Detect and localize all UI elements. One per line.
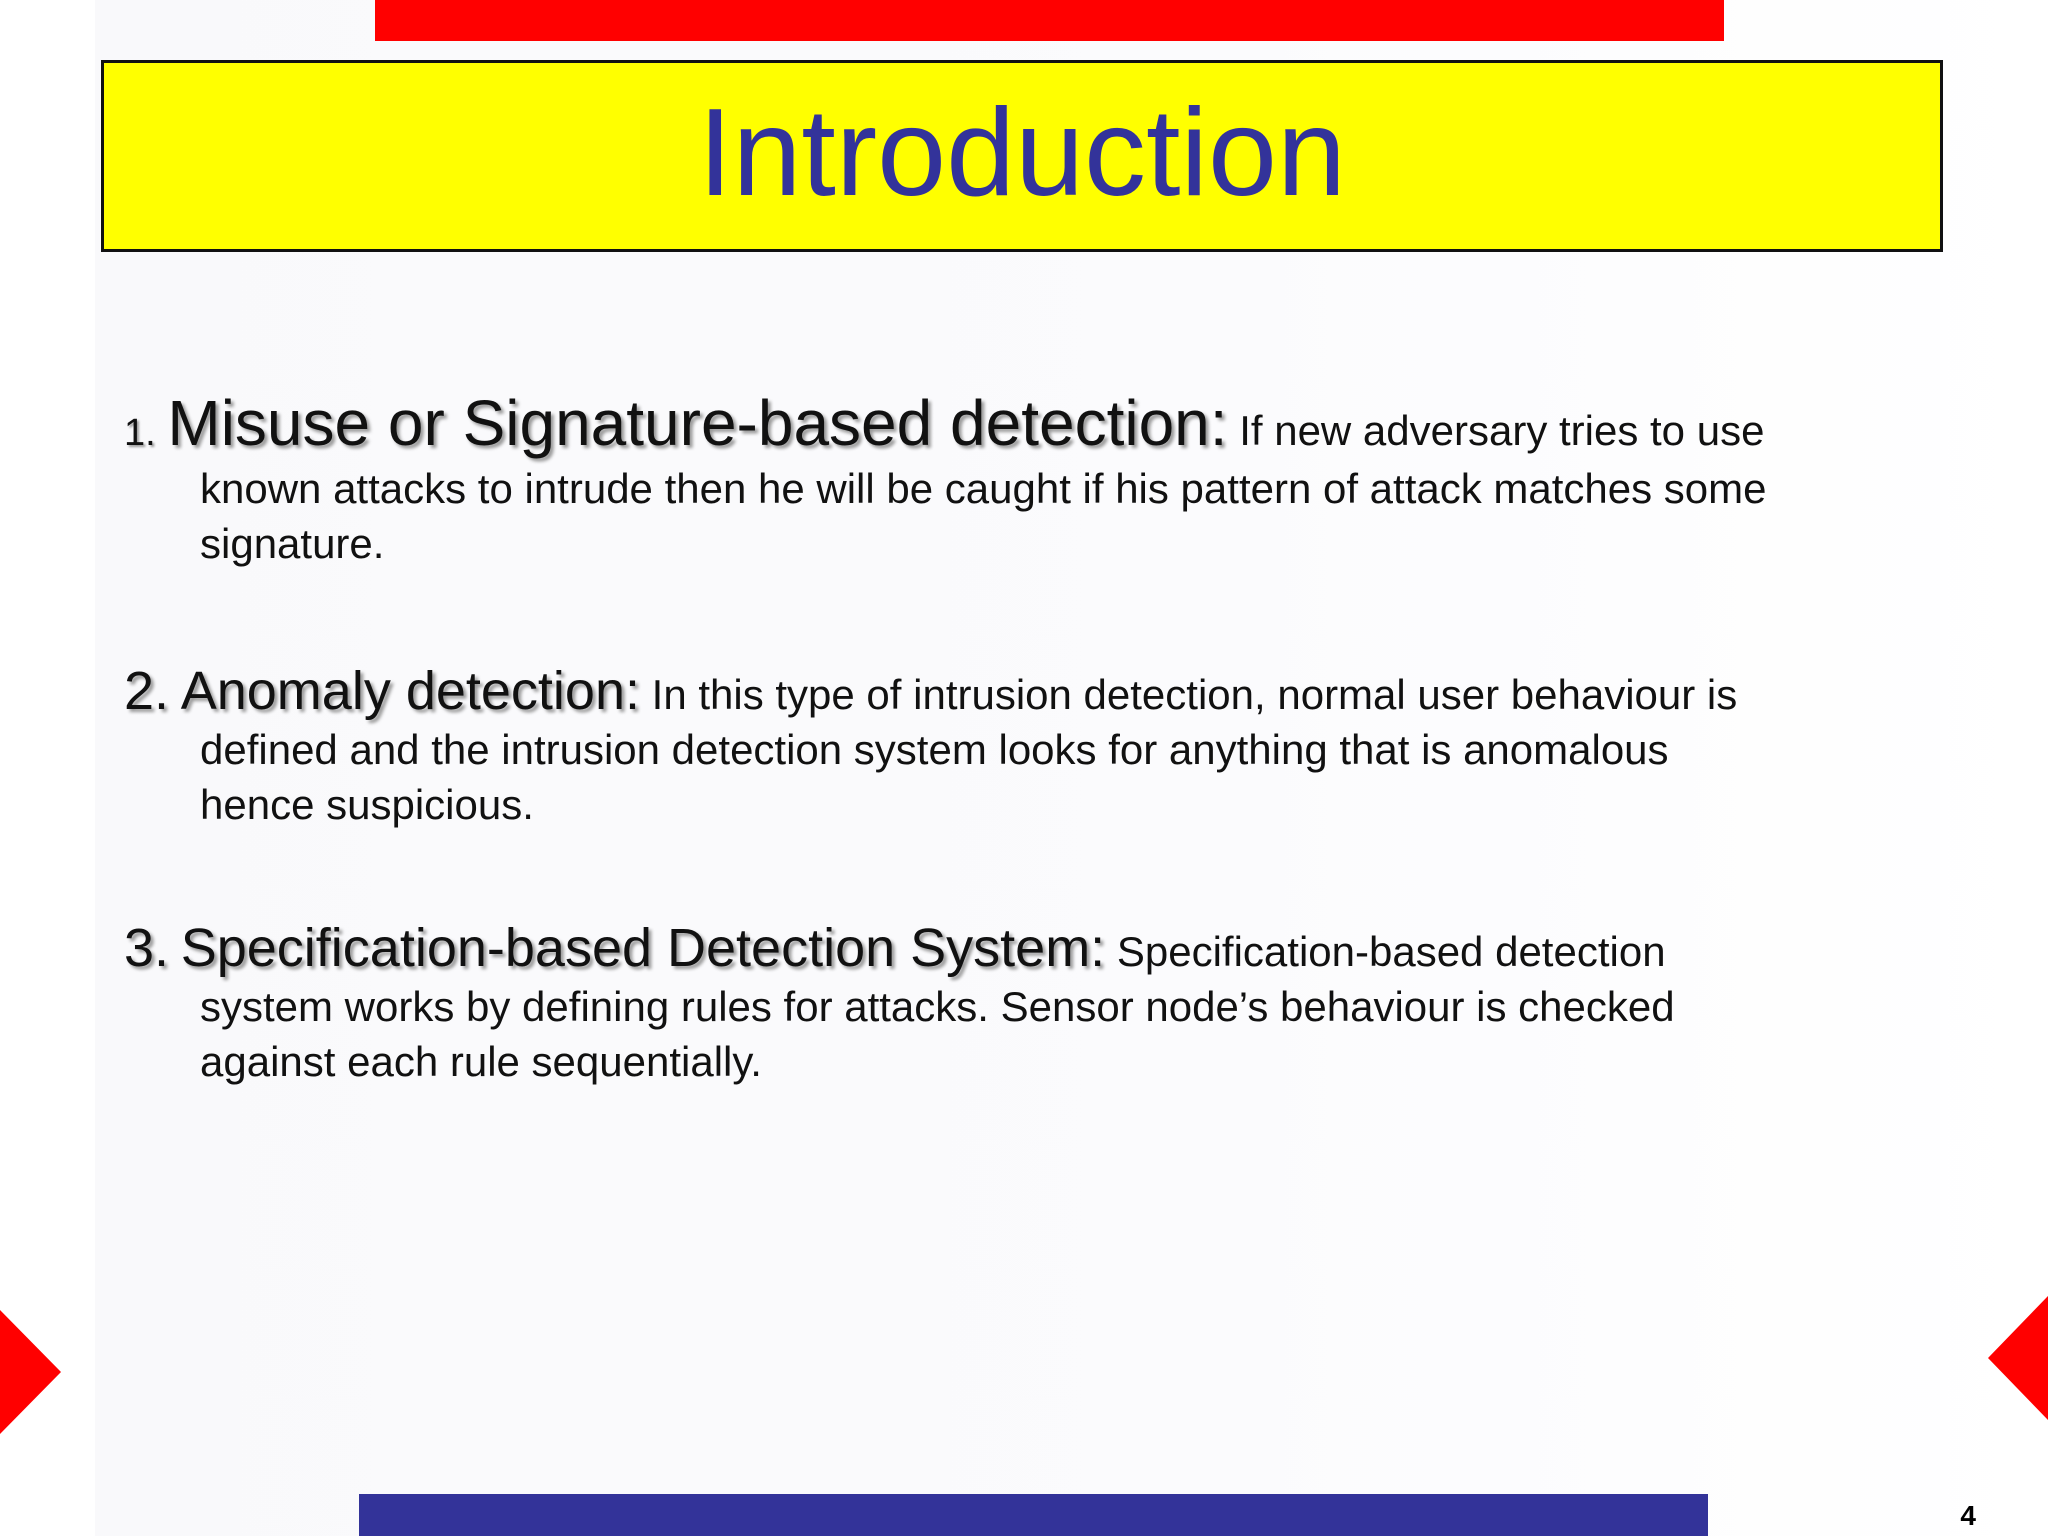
list-item-misuse-detection	[124, 387, 1924, 571]
item-text-continuation: against each rule sequentially.	[200, 1038, 762, 1085]
page-number: 4	[1960, 1500, 1976, 1531]
item-text: In this type of intrusion detection, normal user behaviour is	[651, 671, 1738, 718]
item-number: 2.	[124, 661, 170, 721]
slide-title: Introduction	[698, 84, 1346, 222]
item-heading: Misuse or Signature-based detection:	[167, 387, 1228, 459]
item-text-continuation: known attacks to intrude then he will be caught if his pattern of attack matches some	[200, 465, 1767, 512]
item-text-continuation: signature.	[200, 520, 385, 567]
item-first-line	[124, 387, 1924, 461]
item-heading: Anomaly detection:	[180, 661, 640, 721]
left-red-diamond	[0, 1310, 62, 1434]
item-first-line	[124, 661, 1924, 722]
title-box	[101, 60, 1943, 252]
bottom-accent-bar	[359, 1494, 1708, 1536]
item-number: 1.	[124, 412, 156, 454]
top-accent-bar	[375, 0, 1724, 41]
list-item-anomaly-detection	[124, 661, 1924, 832]
item-heading: Specification-based Detection System:	[180, 918, 1106, 978]
item-number: 3.	[124, 918, 170, 978]
list-item-specification-detection	[124, 918, 1924, 1089]
item-text: Specification-based detection	[1116, 928, 1666, 975]
item-text-continuation: hence suspicious.	[200, 781, 534, 828]
right-red-diamond	[1988, 1296, 2048, 1420]
item-text-continuation: defined and the intrusion detection system looks for anything that is anomalous	[200, 726, 1669, 773]
item-text-continuation: system works by defining rules for attacks. Sensor node’s behaviour is checked	[200, 983, 1675, 1030]
item-first-line	[124, 918, 1924, 979]
item-text: If new adversary tries to use	[1239, 407, 1765, 454]
